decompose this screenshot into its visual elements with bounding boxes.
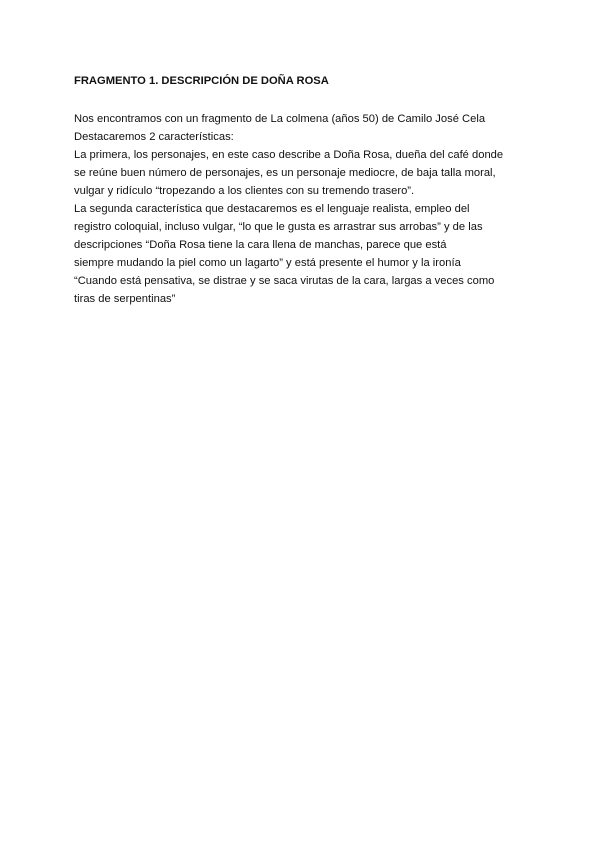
- text-line: tiras de serpentinas”: [74, 293, 176, 305]
- text-line: registro coloquial, incluso vulgar, “lo que le gusta es arrastrar sus arrobas” y de las: [74, 221, 483, 233]
- text-line: La primera, los personajes, en este caso describe a Doña Rosa, dueña del café donde: [74, 149, 504, 161]
- document-title: FRAGMENTO 1. DESCRIPCIÓN DE DOÑA ROSA: [74, 75, 329, 87]
- document-body: [74, 72, 544, 308]
- text-line: “Cuando está pensativa, se distrae y se saca virutas de la cara, largas a veces como: [74, 275, 495, 287]
- text-line: descripciones “Doña Rosa tiene la cara llena de manchas, parece que está: [74, 239, 447, 251]
- text-line: Nos encontramos con un fragmento de La colmena (años 50) de Camilo José Cela: [74, 113, 486, 125]
- text-line: siempre mudando la piel como un lagarto” y está presente el humor y la ironía: [74, 257, 461, 269]
- text-line: Destacaremos 2 características:: [74, 131, 234, 143]
- text-line: vulgar y ridículo “tropezando a los clientes con su tremendo trasero”.: [74, 185, 415, 197]
- text-line: La segunda característica que destacaremos es el lenguaje realista, empleo del: [74, 203, 470, 215]
- text-line: se reúne buen número de personajes, es un personaje mediocre, de baja talla moral,: [74, 167, 496, 179]
